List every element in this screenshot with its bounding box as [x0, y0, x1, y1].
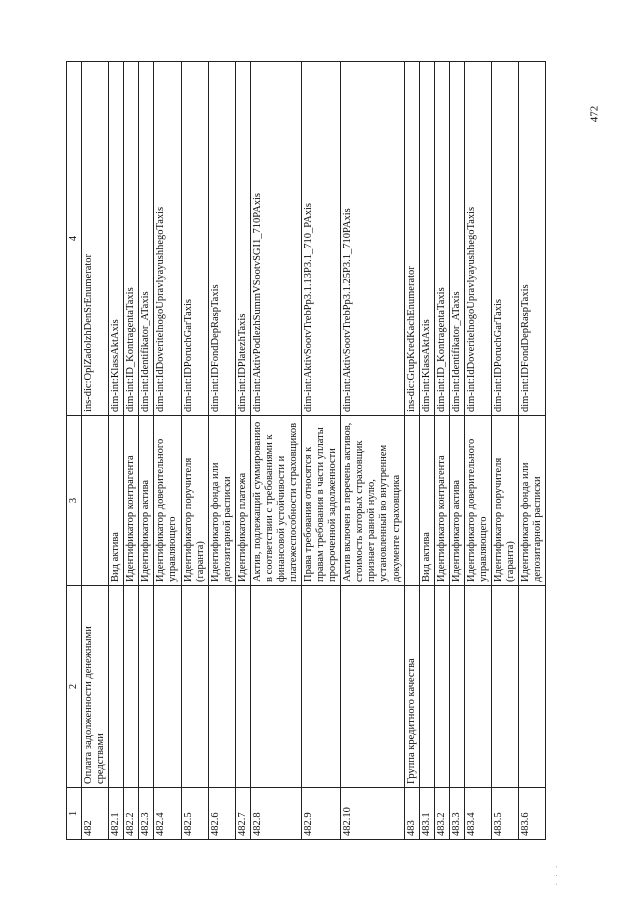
row-name-cell: [519, 586, 546, 788]
row-name-cell: [109, 586, 124, 788]
row-number-cell: 482.6: [208, 788, 235, 840]
row-description-cell: Идентификатор фонда или депозитарной расписки: [208, 416, 235, 586]
page-number: 472: [588, 105, 601, 123]
row-name-cell: [341, 586, 404, 788]
row-number-cell: 482.5: [181, 788, 208, 840]
row-number-cell: 482.3: [139, 788, 154, 840]
row-description-cell: Идентификатор доверительного управляющего: [464, 416, 491, 586]
row-name-cell: [449, 586, 464, 788]
row-description-cell: [82, 416, 109, 586]
table-row: [154, 62, 181, 840]
row-number-cell: 483: [404, 788, 419, 840]
row-name-cell: [124, 586, 139, 788]
row-code-cell: dim-int:AktivSootvTrebPp3.1.13P3.1_710_PAxis: [302, 62, 341, 416]
row-code-cell: dim-int:AktivSootvTrebPp3.1.25P3.1_710PAxis: [341, 62, 404, 416]
row-number-cell: 483.3: [449, 788, 464, 840]
table-row: [449, 62, 464, 840]
table-row: [250, 62, 301, 840]
table-row: [302, 62, 341, 840]
row-code-cell: dim-int:IDFondDepRaspTaxis: [208, 62, 235, 416]
row-description-cell: Идентификатор контрагента: [434, 416, 449, 586]
rotated-table-frame: [66, 62, 544, 840]
row-code-cell: dim-int:ID_KontragentaTaxis: [434, 62, 449, 416]
row-description-cell: Идентификатор актива: [449, 416, 464, 586]
row-description-cell: [404, 416, 419, 586]
row-name-cell: [139, 586, 154, 788]
row-number-cell: 483.2: [434, 788, 449, 840]
table-row: [341, 62, 404, 840]
row-code-cell: dim-int:ID_KontragentaTaxis: [124, 62, 139, 416]
table-body: [82, 62, 546, 840]
header-col-2: 2: [67, 586, 82, 788]
row-description-cell: Актив включен в перечень активов, стоимость которых страховщик признает равной нулю, установленный во внутреннем документе страховщика: [341, 416, 404, 586]
table-row: [464, 62, 491, 840]
header-row: [67, 62, 82, 840]
table-row: [491, 62, 518, 840]
header-col-4: 4: [67, 62, 82, 416]
taxonomy-table: [66, 61, 546, 840]
table-row: [208, 62, 235, 840]
row-description-cell: Идентификатор платежа: [235, 416, 250, 586]
row-name-cell: [181, 586, 208, 788]
table-row: [404, 62, 419, 840]
row-number-cell: 482.4: [154, 788, 181, 840]
row-name-cell: [491, 586, 518, 788]
row-number-cell: 482.8: [250, 788, 301, 840]
table-row: [434, 62, 449, 840]
row-code-cell: dim-int:IdDoveritelnogoUpravlyayushhegoTaxis: [154, 62, 181, 416]
scan-marks: · · ·: [552, 863, 562, 886]
row-description-cell: Актив, подлежащий суммированию в соответствии с требованиями к финансовой устойчивости и платежеспособности страховщиков: [250, 416, 301, 586]
row-description-cell: Идентификатор фонда или депозитарной расписки: [519, 416, 546, 586]
row-code-cell: dim-int:IdDoveritelnogoUpravlyayushhegoTaxis: [464, 62, 491, 416]
row-name-cell: [434, 586, 449, 788]
row-code-cell: ins-dic:GrupKredKachEnumerator: [404, 62, 419, 416]
row-description-cell: Идентификатор поручителя (гаранта): [491, 416, 518, 586]
row-code-cell: dim-int:IDPoruchGarTaxis: [491, 62, 518, 416]
table-row: [419, 62, 434, 840]
row-code-cell: dim-int:KlassAktAxis: [419, 62, 434, 416]
row-number-cell: 482.9: [302, 788, 341, 840]
row-name-cell: Оплата задолженности денежными средствами: [82, 586, 109, 788]
row-code-cell: dim-int:KlassAktAxis: [109, 62, 124, 416]
table-row: [235, 62, 250, 840]
header-col-1: 1: [67, 788, 82, 840]
row-code-cell: ins-dic:OplZadolzhDenSrEnumerator: [82, 62, 109, 416]
row-description-cell: Вид актива: [109, 416, 124, 586]
row-code-cell: dim-int:IDPoruchGarTaxis: [181, 62, 208, 416]
row-number-cell: 483.6: [519, 788, 546, 840]
table-row: [82, 62, 109, 840]
row-number-cell: 482.10: [341, 788, 404, 840]
row-number-cell: 482.1: [109, 788, 124, 840]
row-code-cell: dim-int:Identifikator_ATaxis: [449, 62, 464, 416]
row-name-cell: [154, 586, 181, 788]
row-code-cell: dim-int:IDFondDepRaspTaxis: [519, 62, 546, 416]
row-name-cell: [235, 586, 250, 788]
header-col-3: 3: [67, 416, 82, 586]
row-number-cell: 482.7: [235, 788, 250, 840]
row-name-cell: [208, 586, 235, 788]
row-description-cell: Идентификатор контрагента: [124, 416, 139, 586]
row-description-cell: Идентификатор поручителя (гаранта): [181, 416, 208, 586]
table-row: [124, 62, 139, 840]
row-number-cell: 483.5: [491, 788, 518, 840]
table-row: [181, 62, 208, 840]
row-number-cell: 482: [82, 788, 109, 840]
row-number-cell: 483.1: [419, 788, 434, 840]
row-description-cell: Идентификатор актива: [139, 416, 154, 586]
table-row: [519, 62, 546, 840]
row-code-cell: dim-int:IDPlatezhTaxis: [235, 62, 250, 416]
row-description-cell: Вид актива: [419, 416, 434, 586]
row-number-cell: 482.2: [124, 788, 139, 840]
row-description-cell: Идентификатор доверительного управляющего: [154, 416, 181, 586]
row-description-cell: Права требования относятся к правам требования в части уплаты просроченной задолженности: [302, 416, 341, 586]
row-name-cell: Группа кредитного качества: [404, 586, 419, 788]
row-name-cell: [419, 586, 434, 788]
row-name-cell: [302, 586, 341, 788]
row-name-cell: [250, 586, 301, 788]
row-name-cell: [464, 586, 491, 788]
table-row: [139, 62, 154, 840]
table-row: [109, 62, 124, 840]
row-code-cell: dim-int:AktivPodlezhSummVSootvSGI1_710PAxis: [250, 62, 301, 416]
row-code-cell: dim-int:Identifikator_ATaxis: [139, 62, 154, 416]
row-number-cell: 483.4: [464, 788, 491, 840]
rotated-table-container: [66, 62, 544, 840]
